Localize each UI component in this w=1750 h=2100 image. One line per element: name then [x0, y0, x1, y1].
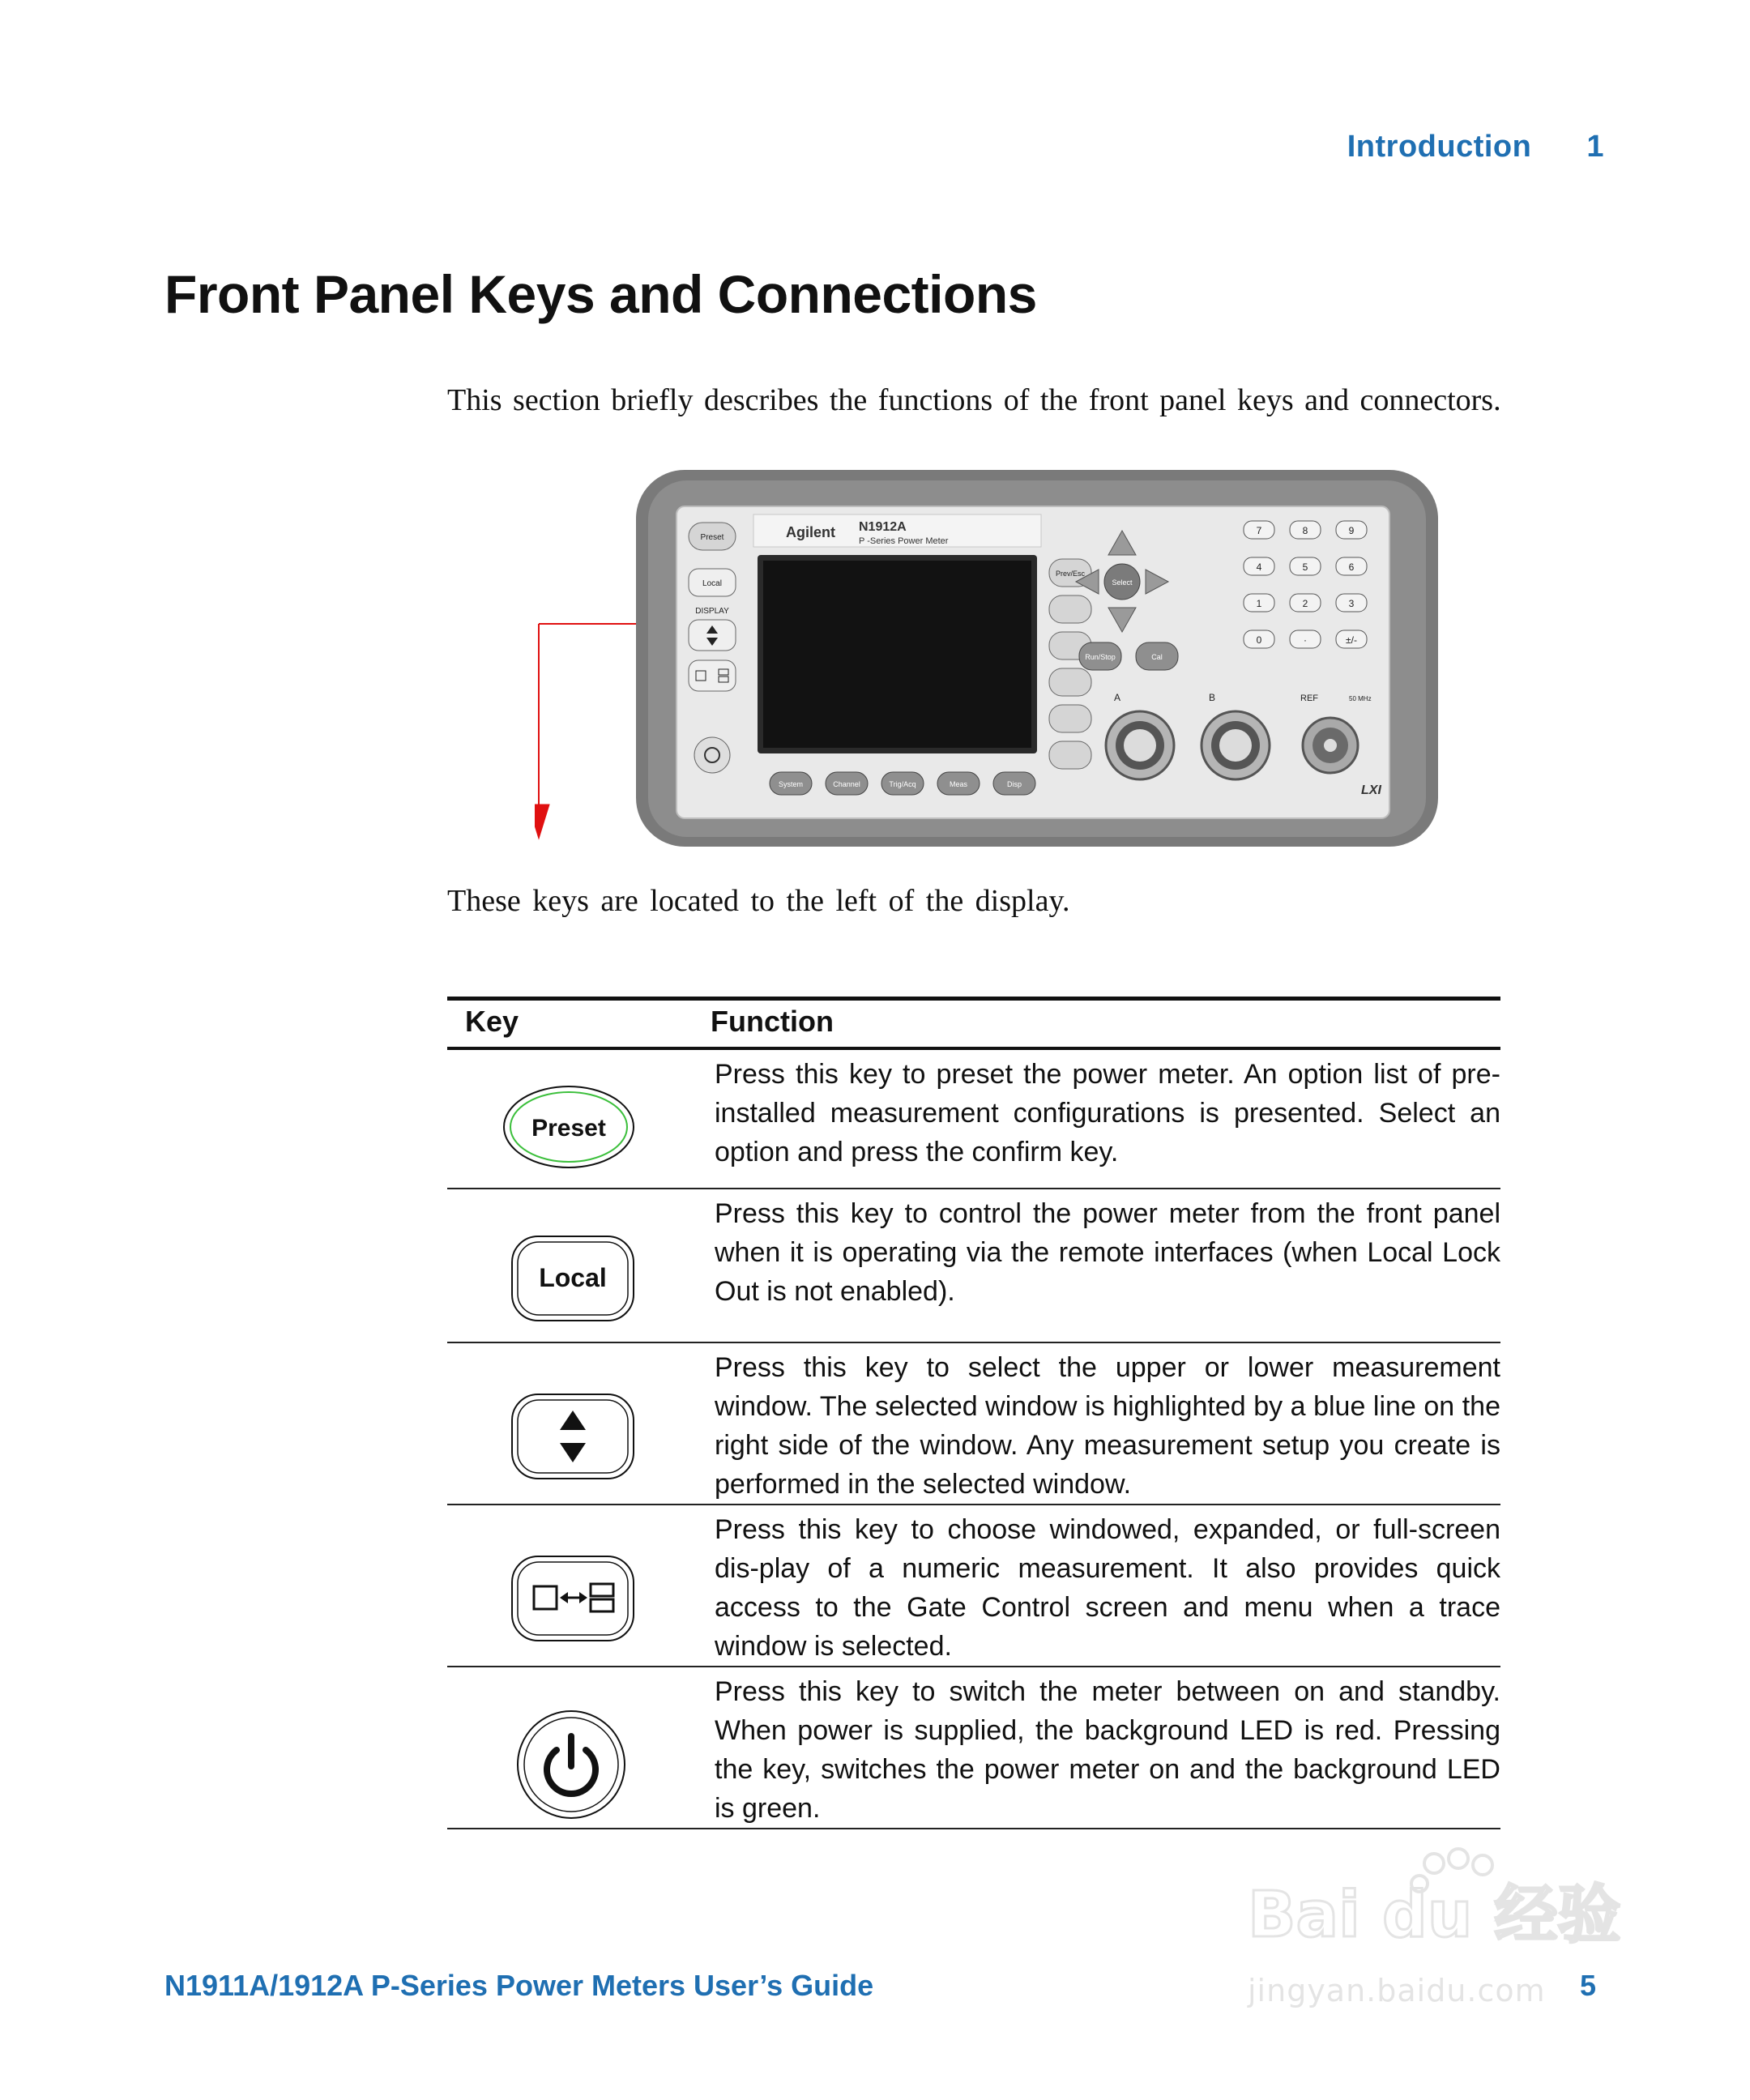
svg-text:1: 1 [1256, 598, 1262, 609]
numpad-key [1290, 521, 1321, 539]
footer-guide-title: N1911A/1912A P-Series Power Meters User’s Guide [164, 1969, 874, 2002]
table-row [447, 1050, 1500, 1189]
bottom-softkey [770, 772, 812, 795]
column-header-function: Function [711, 1005, 834, 1038]
svg-text:Run/Stop: Run/Stop [1085, 653, 1116, 661]
bottom-softkey [937, 772, 980, 795]
svg-text:·: · [1304, 634, 1307, 646]
svg-text:4: 4 [1256, 561, 1262, 573]
window-expand-key-icon [500, 1550, 638, 1647]
numpad-key [1336, 594, 1367, 612]
svg-text:Channel: Channel [833, 780, 860, 788]
svg-text:7: 7 [1256, 525, 1262, 536]
table-row [447, 1189, 1500, 1343]
numpad-key [1290, 557, 1321, 575]
power-key-icon [500, 1708, 638, 1821]
local-key-icon [500, 1230, 638, 1327]
svg-text:8: 8 [1302, 525, 1308, 536]
svg-text:5: 5 [1302, 561, 1308, 573]
svg-text:Local: Local [539, 1263, 607, 1292]
numpad-key [1336, 521, 1367, 539]
brand-logo: Agilent [786, 524, 835, 540]
svg-text:Disp: Disp [1006, 780, 1022, 788]
function-description: Press this key to choose windowed, expanded, or full-screen dis-play of a numeric measurement. It also provides quick access to the Gate Control screen and menu when a trace window is selected. [715, 1514, 1500, 1662]
numpad-key [1244, 557, 1274, 575]
svg-text:±/-: ±/- [1346, 634, 1357, 646]
chapter-number: 1 [1586, 130, 1604, 164]
chapter-title: Introduction [1347, 130, 1532, 164]
function-description: Press this key to select the upper or lower measurement window. The selected window is highlighted by a blue line on the right side of the window. Any measurement setup you create is performed in the selected window. [715, 1352, 1500, 1500]
column-header-key: Key [465, 1005, 519, 1038]
numpad-key [1336, 630, 1367, 648]
function-description: Press this key to control the power meter from the front panel when it is operating via the remote interfaces (when Local Lock Out is not enabled). [715, 1198, 1500, 1307]
svg-text:Preset: Preset [700, 533, 724, 542]
table-row [447, 1667, 1500, 1829]
table-top-rule [447, 997, 1500, 1001]
numpad-key [1290, 594, 1321, 612]
bottom-softkey [826, 772, 868, 795]
svg-text:50 MHz: 50 MHz [1349, 695, 1372, 702]
power-meter-front-panel-figure [535, 466, 1442, 855]
svg-text:2: 2 [1302, 598, 1308, 609]
svg-text:Local: Local [702, 579, 722, 588]
bottom-softkey [993, 772, 1035, 795]
up-down-arrow-key-icon [500, 1388, 638, 1485]
numpad-key [1244, 521, 1274, 539]
watermark-url: jingyan.baidu.com [1248, 1973, 1546, 2008]
figure-caption: These keys are located to the left of the display. [447, 884, 1070, 918]
footer-page-number: 5 [1580, 1969, 1597, 2002]
svg-text:DISPLAY: DISPLAY [695, 607, 729, 616]
svg-text:9: 9 [1348, 525, 1355, 536]
function-description: Press this key to switch the meter between on and standby. When power is supplied, the background LED is red. Pressing the key, switches the power meter on and the background LED is green. [715, 1676, 1500, 1824]
svg-text:Meas: Meas [949, 780, 968, 788]
svg-text:0: 0 [1256, 634, 1262, 646]
numpad-key [1244, 630, 1274, 648]
svg-text:Cal: Cal [1151, 653, 1163, 661]
bottom-softkey [881, 772, 924, 795]
svg-text:A: A [1114, 692, 1121, 703]
svg-text:Trig/Acq: Trig/Acq [889, 780, 916, 788]
table-row [447, 1343, 1500, 1505]
table-row [447, 1505, 1500, 1667]
preset-key-icon [500, 1082, 638, 1172]
svg-text:Select: Select [1112, 578, 1133, 587]
svg-text:LXI: LXI [1361, 783, 1381, 797]
baidu-paw-logo [1248, 1847, 1653, 1969]
svg-text:Bai du 经验: Bai du 经验 [1248, 1879, 1621, 1952]
model-subtitle: P -Series Power Meter [859, 536, 949, 546]
model-label: N1912A [859, 520, 907, 534]
svg-text:System: System [778, 780, 804, 788]
numpad-key [1244, 594, 1274, 612]
numpad-key [1336, 557, 1367, 575]
function-description: Press this key to preset the power meter. An option list of pre-installed measurement configurations is presented. Select an option and press the confirm key. [715, 1059, 1500, 1167]
svg-text:6: 6 [1348, 561, 1355, 573]
page-title: Front Panel Keys and Connections [164, 264, 1037, 324]
numpad-key [1290, 630, 1321, 648]
svg-text:REF: REF [1300, 694, 1318, 703]
chapter-header [1347, 130, 1604, 164]
svg-text:3: 3 [1348, 598, 1355, 609]
svg-text:Preset: Preset [531, 1115, 606, 1142]
intro-paragraph: This section briefly describes the functions of the front panel keys and connectors. [447, 383, 1501, 417]
svg-text:B: B [1209, 692, 1216, 703]
svg-text:Prev/Esc: Prev/Esc [1055, 570, 1086, 578]
